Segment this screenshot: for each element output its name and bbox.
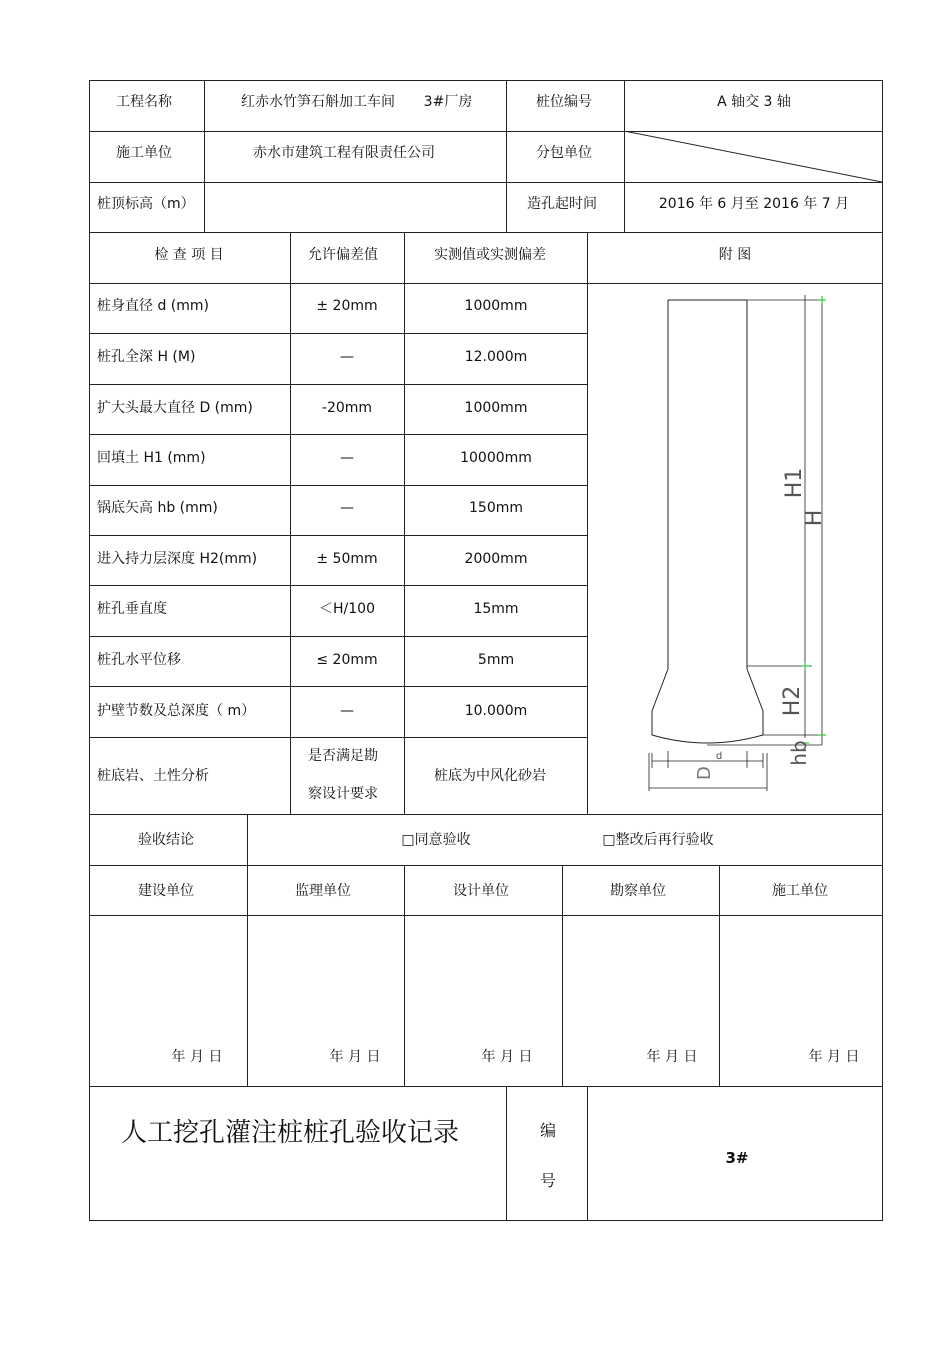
row-item: 桩底岩、土性分析 xyxy=(97,768,209,784)
row-item: 桩孔垂直度 xyxy=(97,601,167,617)
h-label: H xyxy=(802,509,827,527)
pile-diagram-drawing xyxy=(587,283,882,814)
date-surveyor: 年 月 日 xyxy=(646,1049,698,1065)
row-tolerance: ≤ 20mm xyxy=(316,652,378,668)
row-tolerance: — xyxy=(340,450,354,466)
col-header-item: 检 查 项 目 xyxy=(154,247,224,263)
contractor-value: 赤水市建筑工程有限责任公司 xyxy=(253,145,435,161)
contractor-label: 施工单位 xyxy=(116,145,172,161)
pile-diagram xyxy=(587,283,882,814)
date-owner: 年 月 日 xyxy=(171,1049,223,1065)
sign-unit-supervisor: 监理单位 xyxy=(295,883,351,899)
row-measured: 150mm xyxy=(469,500,523,516)
row-tolerance: ± 50mm xyxy=(316,551,378,567)
row-tolerance-line2: 察设计要求 xyxy=(308,786,378,802)
subcontractor-label: 分包单位 xyxy=(536,145,592,161)
row-item: 回填土 H1 (mm) xyxy=(97,450,206,466)
row-item: 进入持力层深度 H2(mm) xyxy=(97,551,258,567)
row-measured: 10000mm xyxy=(460,450,532,466)
date-contractor: 年 月 日 xyxy=(808,1049,860,1065)
project-name-suffix: 3#厂房 xyxy=(423,94,473,110)
row-tolerance: — xyxy=(340,500,354,516)
row-item: 护壁节数及总深度（ m） xyxy=(97,703,256,719)
number-label-1: 编 xyxy=(539,1121,557,1140)
row-tolerance: ± 20mm xyxy=(316,298,378,314)
sign-unit-surveyor: 勘察单位 xyxy=(610,883,666,899)
row-measured: 12.000m xyxy=(464,349,528,365)
row-measured: 1000mm xyxy=(464,298,528,314)
row-measured: 桩底为中风化砂岩 xyxy=(434,768,546,784)
pile-number-value: A 轴交 3 轴 xyxy=(717,94,791,110)
d-small-label: d xyxy=(715,751,723,762)
drilling-period-value: 2016 年 6 月至 2016 年 7 月 xyxy=(658,196,850,212)
acceptance-label: 验收结论 xyxy=(138,832,194,848)
row-tolerance: -20mm xyxy=(321,400,373,416)
row-item: 扩大头最大直径 D (mm) xyxy=(97,400,253,416)
row-tolerance: — xyxy=(340,703,354,719)
row-item: 锅底矢高 hb (mm) xyxy=(97,500,218,516)
rework-checkbox[interactable]: □整改后再行验收 xyxy=(602,832,714,848)
col-header-figure: 附 图 xyxy=(718,247,752,263)
col-header-measured: 实测值或实测偏差 xyxy=(434,247,546,263)
date-designer: 年 月 日 xyxy=(481,1049,533,1065)
row-measured: 15mm xyxy=(473,601,519,617)
h2-label: H2 xyxy=(780,685,805,717)
date-supervisor: 年 月 日 xyxy=(329,1049,381,1065)
row-item: 桩身直径 d (mm) xyxy=(97,298,209,314)
h1-label: H1 xyxy=(782,467,807,499)
sign-unit-contractor: 施工单位 xyxy=(772,883,828,899)
row-measured: 1000mm xyxy=(464,400,528,416)
row-item: 桩孔全深 H (M) xyxy=(97,349,196,365)
pile-number-label: 桩位编号 xyxy=(536,94,592,110)
sign-unit-owner: 建设单位 xyxy=(138,883,194,899)
row-measured: 2000mm xyxy=(464,551,528,567)
form-number-value: 3# xyxy=(725,1149,749,1167)
number-label-2: 号 xyxy=(539,1171,557,1190)
row-tolerance: ＜H/100 xyxy=(319,601,375,617)
row-measured: 5mm xyxy=(477,652,515,668)
agree-checkbox[interactable]: □同意验收 xyxy=(401,832,471,848)
hb-label: hb xyxy=(787,740,811,766)
row-measured: 10.000m xyxy=(464,703,528,719)
pile-top-elevation-label: 桩顶标高（m） xyxy=(97,196,195,212)
row-tolerance: — xyxy=(340,349,354,365)
project-name-label: 工程名称 xyxy=(116,94,172,110)
row-tolerance-line1: 是否满足勘 xyxy=(308,748,378,764)
sign-unit-designer: 设计单位 xyxy=(453,883,509,899)
form-title: 人工挖孔灌注桩桩孔验收记录 xyxy=(121,1118,460,1148)
project-name-value: 红赤水竹笋石斛加工车间 xyxy=(241,94,395,110)
empty-cell-diagonal xyxy=(624,131,882,182)
row-item: 桩孔水平位移 xyxy=(97,652,181,668)
col-header-tolerance: 允许偏差值 xyxy=(308,247,378,263)
d-big-label: D xyxy=(694,766,715,780)
drilling-period-label: 造孔起时间 xyxy=(527,196,597,212)
